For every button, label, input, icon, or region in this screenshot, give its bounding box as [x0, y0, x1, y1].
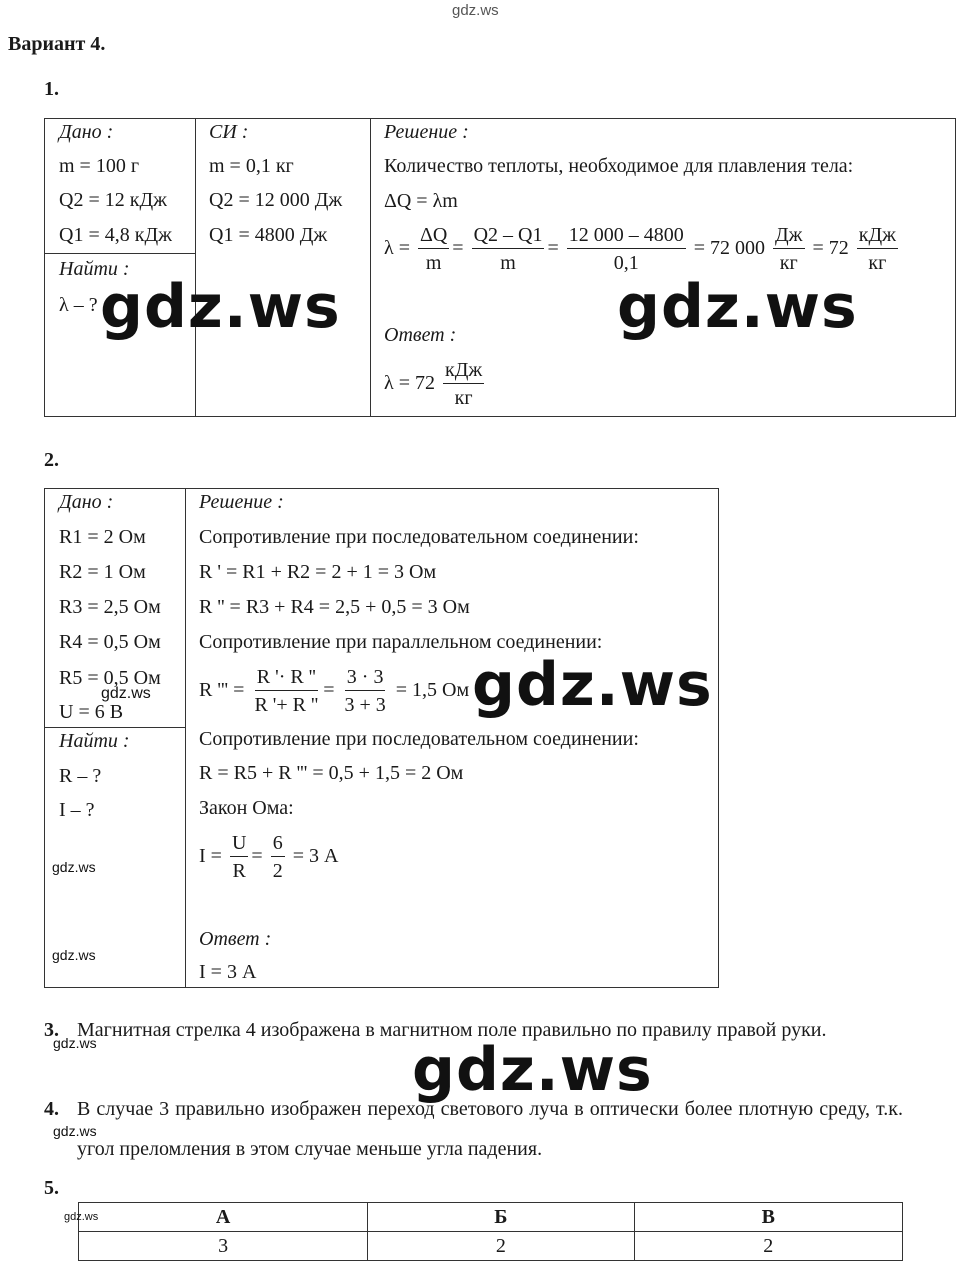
watermark: gdz.ws [52, 947, 96, 963]
given-item: R5 = 0,5 Ом [59, 667, 161, 689]
watermark: gdz.ws [100, 272, 341, 342]
find-item: I – ? [59, 799, 95, 821]
given-header: Дано : [59, 491, 114, 513]
si-item: Q1 = 4800 Дж [209, 224, 328, 246]
solution-header: Решение : [384, 121, 469, 143]
table-header: В [634, 1203, 902, 1232]
solution-text: Сопротивление при параллельном соединении: [199, 631, 603, 653]
given-header: Дано : [59, 121, 114, 143]
formula-ohm: I = $\frac{U}{R}$ = $\frac{6}{2}$ = 3 А [199, 832, 339, 882]
problem-1-number: 1. [44, 78, 59, 100]
given-item: R4 = 0,5 Ом [59, 631, 161, 653]
given-item: U = 6 В [59, 701, 124, 723]
given-item: R1 = 2 Ом [59, 526, 146, 548]
solution-text: Количество теплоты, необходимое для плавления тела: [384, 155, 854, 177]
answer: I = 3 А [199, 961, 257, 983]
watermark: gdz.ws [53, 1123, 97, 1139]
problem-3-text: Магнитная стрелка 4 изображена в магнитном поле правильно по правилу правой руки. [77, 1019, 827, 1041]
si-item: Q2 = 12 000 Дж [209, 189, 343, 211]
table-cell: 2 [368, 1232, 634, 1261]
problem-3-number: 3. [44, 1019, 59, 1041]
table-cell: 3 [79, 1232, 368, 1261]
watermark: gdz.ws [101, 685, 151, 702]
formula-lambda: λ = $\frac{\Delta Q}{m}$ = $\frac{Q2 - Q1}{m}$ = $\frac{12 000 - 4800}{0,1}$ = 72 000 $\frac{Дж}{кг}$ = 72 $\frac{\text{кДж}}{кг}$ [384, 224, 896, 274]
problem-2-number: 2. [44, 449, 59, 471]
watermark: gdz.ws [52, 859, 96, 875]
solution-text: Сопротивление при последовательном соединении: [199, 728, 639, 750]
given-item: R2 = 1 Ом [59, 561, 146, 583]
find-header: Найти : [59, 258, 130, 280]
solution-text: Закон Ома: [199, 797, 294, 819]
watermark: gdz.ws [617, 272, 858, 342]
formula: R '' = R3 + R4 = 2,5 + 0,5 = 3 Ом [199, 596, 470, 618]
problem-5-number: 5. [44, 1177, 59, 1199]
problem-4-text: В случае 3 правильно изображен переход светового луча в оптически более плотную среду, т.к. угол преломления в этом случае меньше угла падения. [77, 1098, 903, 1160]
answer-header: Ответ : [199, 928, 272, 950]
answer-header: Ответ : [384, 324, 457, 346]
si-item: m = 0,1 кг [209, 155, 294, 177]
formula: R ' = R1 + R2 = 2 + 1 = 3 Ом [199, 561, 437, 583]
find-item: R – ? [59, 765, 102, 787]
solution-header: Решение : [199, 491, 284, 513]
page-title: Вариант 4. [8, 33, 106, 55]
answer: λ = 72 $\frac{\text{кДж}}{кг}$ [384, 359, 483, 409]
watermark-top: gdz.ws [452, 2, 499, 19]
watermark: gdz.ws [64, 1211, 99, 1223]
solution-text: Сопротивление при последовательном соединении: [199, 526, 639, 548]
formula: R = R5 + R ''' = 0,5 + 1,5 = 2 Ом [199, 762, 464, 784]
find-header: Найти : [59, 730, 130, 752]
formula-parallel: R ''' = $\frac{R '\cdot R ''}{R '+ R ''}$ = $\frac{3 \cdot 3}{3 + 3}$ = 1,5 Ом [199, 666, 470, 716]
watermark: gdz.ws [472, 650, 713, 720]
given-item: Q2 = 12 кДж [59, 189, 167, 211]
formula: ΔQ = λm [384, 190, 458, 212]
answer-table [78, 1202, 903, 1261]
given-item: m = 100 г [59, 155, 140, 177]
watermark: gdz.ws [412, 1035, 653, 1105]
table-header: А [79, 1203, 368, 1232]
find-item: λ – ? [59, 294, 98, 316]
table-cell: 2 [634, 1232, 902, 1261]
watermark: gdz.ws [53, 1035, 97, 1051]
table-header: Б [368, 1203, 634, 1232]
si-header: СИ : [209, 121, 249, 143]
given-item: R3 = 2,5 Ом [59, 596, 161, 618]
given-item: Q1 = 4,8 кДж [59, 224, 172, 246]
problem-4-number: 4. [44, 1098, 59, 1120]
